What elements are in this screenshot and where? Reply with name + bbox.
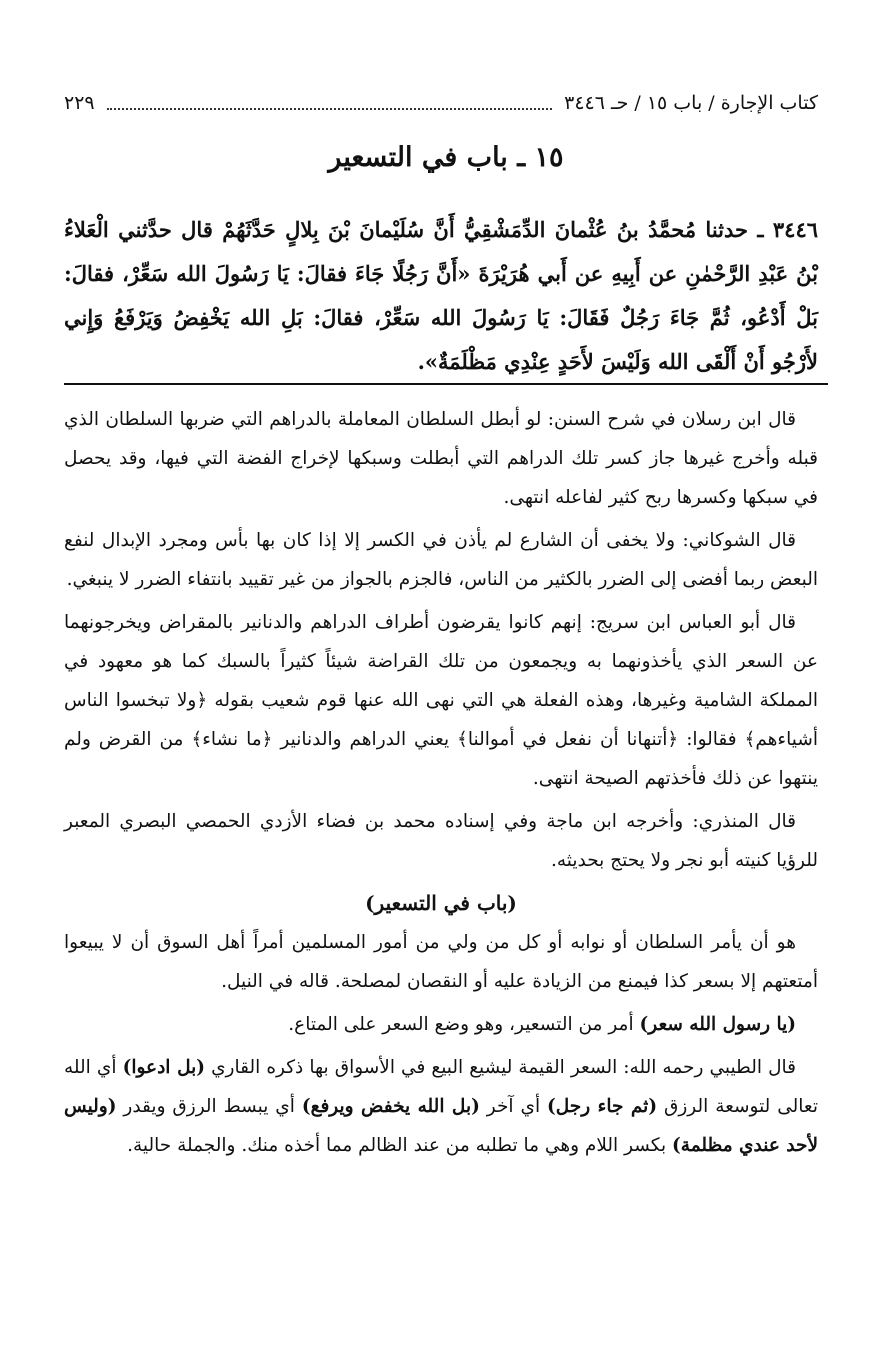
chapter-title: ١٥ ـ باب في التسعير <box>328 142 564 173</box>
running-header <box>64 86 818 120</box>
explanation-text: أي يبسط الرزق ويقدر <box>116 1096 302 1117</box>
quoted-phrase: (يا رسول الله سعر) <box>639 1014 796 1035</box>
quoted-phrase: (بل ادعوا) <box>122 1057 205 1078</box>
commentary <box>64 400 818 1169</box>
explanation-text: قال الطيبي رحمه الله: السعر القيمة ليشيع البيع في الأسواق بها ذكره القاري <box>205 1057 797 1078</box>
commentary-paragraph-ibn-surayj: قال أبو العباس ابن سريج: إنهم كانوا يقرضون أطراف الدراهم والدنانير بالمقراض ويخرجونهما عن السعر الذي يأخذونهما به ويجمعون من تلك القراضة شيئاً كثيراً بالسبك كما هو معهود في المملكة الشامية وغيرها، وهذه الفعلة هي التي نهى الله عنها قوم شعيب بقوله ﴿ولا تبخسوا الناس أشياءهم﴾ فقالوا: ﴿أتنهانا أن نفعل في أموالنا﴾ يعني الدراهم والدنانير ﴿ما نشاء﴾ من القرض ولم ينتهوا عن ذلك فأخذتهم الصيحة انتهى. <box>64 612 818 789</box>
explanation-text: بكسر اللام وهي ما تطلبه من عند الظالم مما أخذه منك. والجملة حالية. <box>127 1135 673 1156</box>
quoted-phrase: (ثم جاء رجل) <box>547 1096 658 1117</box>
page-number: ٢٢٩ <box>64 92 95 114</box>
explanation-text: أي آخر <box>479 1096 548 1117</box>
commentary-paragraph-mundhiri: قال المنذري: وأخرجه ابن ماجة وفي إسناده محمد بن فضاء الأزدي الحمصي البصري المعبر للرؤيا كنيته أبو نجر ولا يحتج بحديثه. <box>64 811 818 871</box>
commentary-paragraph-definition: هو أن يأمر السلطان أو نوابه أو كل من ولي من أمور المسلمين أمراً أهل السوق أن لا يبيعوا أمتعتهم إلا بسعر كذا فيمنع من الزيادة عليه أو النقصان لمصلحة. قاله في النيل. <box>64 932 818 992</box>
explanation-text: أمر من التسعير، وهو وضع السعر على المتاع. <box>288 1014 640 1035</box>
hadith-text <box>64 208 818 384</box>
commentary-paragraph-ibn-raslan: قال ابن رسلان في شرح السنن: لو أبطل السلطان المعاملة بالدراهم التي ضربها السلطان الذي قبله وأخرج غيرها جاز كسر تلك الدراهم التي أبطلت وسبكها لإخراج الفضة التي فيها، وقد يحصل في سبكها وكسرها ربح كثير لفاعله انتهى. <box>64 409 818 508</box>
quoted-phrase: (وليس لأحد عندي مظلمة) <box>64 1096 818 1156</box>
quoted-phrase: (بل الله يخفض ويرفع) <box>301 1096 480 1117</box>
commentary-paragraph-tibi <box>64 1048 818 1165</box>
explanation-text: أي الله تعالى لتوسعة الرزق <box>64 1057 818 1117</box>
running-title: كتاب الإجارة / باب ١٥ / حـ ٣٤٤٦ <box>564 92 818 114</box>
hadith-body: حدثنا مُحمَّدُ بنُ عُثْمانَ الدِّمَشْقِيُّ أَنَّ سُلَيْمانَ بْنَ بِلالٍ حَدَّثَهُمْ قال حدَّثني الْعَلاءُ بْنُ عَبْدِ الرَّحْمٰنِ عن أَبِيهِ عن أَبي هُرَيْرَةَ «أَنَّ رَجُلًا جَاءَ فقالَ: يَا رَسُولَ الله سَعِّرْ، فقالَ: بَلْ أَدْعُو، ثُمَّ جَاءَ رَجُلٌ فَقَالَ: يَا رَسُولَ الله سَعِّرْ، فقالَ: بَلِ الله يَخْفِضُ وَيَرْفَعُ وَإِني لأَرْجُو أَنْ أَلْقَى الله وَلَيْسَ لأَحَدٍ عِنْدِي مَظْلَمَةٌ». <box>64 217 818 374</box>
dotted-leader <box>107 108 553 110</box>
commentary-paragraph-saar <box>64 1005 818 1044</box>
hadith-number: ٣٤٤٦ ـ <box>757 217 819 242</box>
commentary-paragraph-shawkani: قال الشوكاني: ولا يخفى أن الشارع لم يأذن في الكسر إلا إذا كان بها بأس ومجرد الإبدال لنفع البعض ربما أفضى إلى الضرر بالكثير من الناس، فالجزم بالجواز من غير تقييد بانتفاء الضرر لا ينبغي. <box>64 530 818 590</box>
commentary-sub-title: (باب في التسعير) <box>365 891 517 915</box>
section-divider <box>64 383 828 385</box>
